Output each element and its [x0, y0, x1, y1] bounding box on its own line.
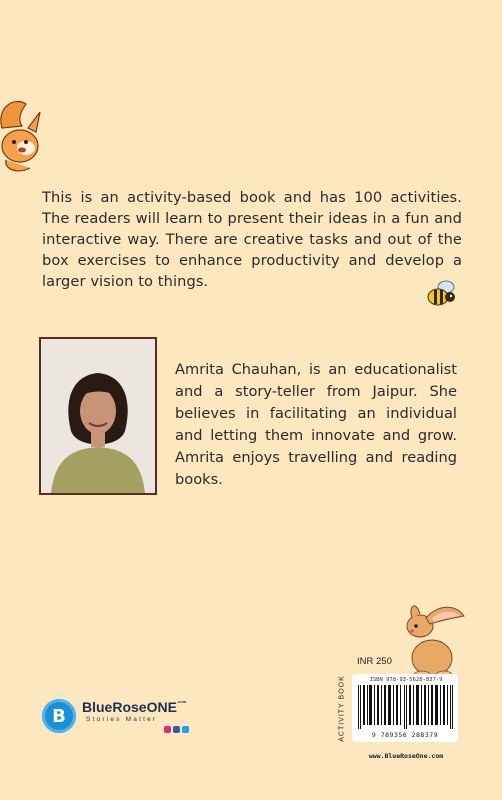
- author-photo: [39, 337, 157, 495]
- activity-book-label: ACTIVITY BOOK: [338, 675, 346, 742]
- publisher-website: www.BlueRoseOne.com: [368, 752, 444, 760]
- publisher-name-part1: BlueRose: [82, 699, 147, 715]
- publisher-name-part2: ONE: [146, 699, 177, 715]
- publisher-name: [82, 699, 186, 715]
- bluerose-logo-icon: B: [42, 699, 76, 733]
- instagram-icon: [164, 726, 171, 733]
- publisher-name-sup: .com: [176, 699, 187, 704]
- publisher-tagline: Stories Matter: [86, 716, 158, 723]
- facebook-icon: [173, 726, 180, 733]
- price-label: INR 250: [357, 656, 392, 667]
- isbn-barcode-digits: 9 789356 288379: [371, 731, 439, 739]
- book-description: This is an activity-based book and has 100 activities. The readers will learn to present their ideas in a fun and interactive way. There are creative tasks and out of the box exercises to enhance productivity and develop a larger vision to things.: [42, 188, 462, 290]
- barcode: [358, 685, 454, 729]
- isbn-number: ISBN 978-93-5628-837-9: [369, 677, 443, 683]
- author-bio: Amrita Chauhan, is an educationalist and a story-teller from Jaipur. She believes in facilitating an individual and letting them innovate and grow. Amrita enjoys travelling and reading books.: [175, 360, 457, 488]
- social-icons: [164, 726, 189, 733]
- twitter-icon: [182, 726, 189, 733]
- rabbit-illustration: [398, 600, 468, 680]
- bee-illustration: [424, 279, 460, 309]
- squirrel-illustration: [0, 98, 52, 180]
